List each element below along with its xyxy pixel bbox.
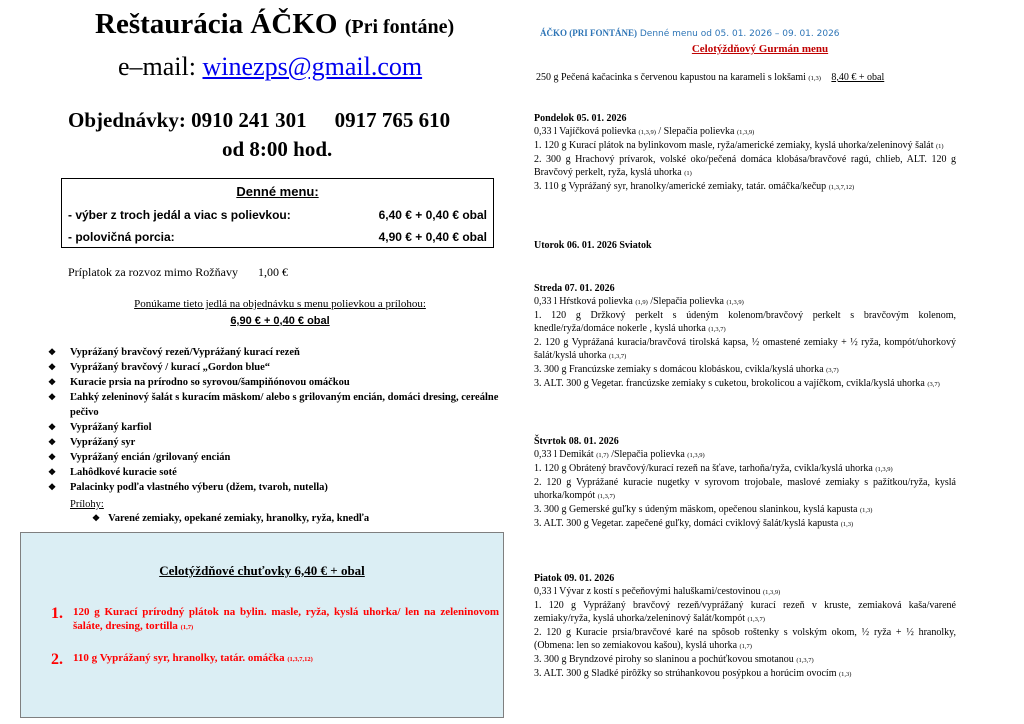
opening-hours: od 8:00 hod. [222,137,333,161]
item-text: 110 g Vyprážaný syr, hranolky, tatár. omáčka [73,652,285,664]
day-tuesday [534,239,956,252]
allergens: (1,7) [180,624,194,631]
dish-list [48,345,503,495]
diamond-bullet-icon: ❖ [48,377,57,387]
diamond-bullet-icon: ❖ [48,362,57,372]
gurman-menu-item [536,72,884,83]
diamond-bullet-icon: ❖ [48,392,57,402]
list-item: ❖ Ľahký zeleninový šalát s kuracím mäskom/ alebo s grilovaným encián, domáci dresing, cereálne pečivo [48,392,499,418]
menu-line: 0,33 l Vajíčková polievka (1,3,9) / Slepačia polievka (1,3,9) [534,126,755,137]
item-number: 1. [51,605,63,622]
day-date: Streda 07. 01. 2026 [534,283,615,294]
delivery-surcharge [68,265,288,280]
item-text: 120 g Kurací prírodný plátok na bylin. masle, ryža, kyslá uhorka/ len na zeleninovom šaláte, dresing, tortilla [73,606,499,632]
list-item: ❖ Lahôdkové kuracie soté [48,467,177,478]
row-label: - polovičná porcia: [68,230,175,244]
menu-line: 3. ALT. 300 g Vegetar. zapečené guľky, domáci cviklový šalát/kyslá kapusta (1,3) [534,518,854,529]
menu-line: 2. 120 g Vyprážané kuracie nugetky v syrovom trojobale, maslové zemiaky s pažítkou/ryža, kyslá uhorka/kompót (1,3,7) [534,477,956,501]
daily-menu-row-half [68,230,487,244]
email-link[interactable]: winezps@gmail.com [202,52,423,81]
menu-line: 2. 120 g Vyprážaná kuracia/bravčová tirolská kapsa, ½ omastené zemiaky + ½ ryža, kompót/uhorkový šalát/kyslá uhorka (1,3,7) [534,337,956,361]
weekly-treat-item [51,605,499,635]
menu-line: 0,33 l Demikát (1,7) /Slepačia polievka (1,3,9) [534,449,705,460]
row-label: - výber z troch jedál a viac s polievkou: [68,208,291,222]
item-price: 8,40 € + obal [831,72,885,83]
menu-line: 1. 120 g Vyprážaný bravčový rezeň/vyprážaný kurací rezeň v kruste, zemiaková kaša/varené zemiaky/ryža, kyslá uhorka/zeleninový šalát/kompót (1,3,7) [534,600,956,624]
phone-1: 0910 241 301 [191,108,307,132]
list-item: ❖ Palacinky podľa vlastného výberu (džem, tvaroh, nutella) [48,482,328,493]
day-thursday [534,435,956,531]
email-line [118,52,422,82]
diamond-bullet-icon: ❖ [48,452,57,462]
diamond-bullet-icon: ❖ [48,482,57,492]
restaurant-title [95,8,454,41]
day-friday [534,572,956,681]
list-item: ❖ Vyprážaný bravčový / kurací „Gordon blue“ [48,362,271,373]
daily-menu-box [61,178,494,248]
menu-line: 0,33 l Hŕstková polievka (1,9) /Slepačia polievka (1,3,9) [534,296,744,307]
menu-line: 3. ALT. 300 g Sladké pirôžky so strúhankovou posýpkou a horúcim ovocím (1,3) [534,668,852,679]
list-item: ❖ Vyprážaný encián /grilovaný encián [48,452,231,463]
weekly-treats-box [20,532,504,718]
menu-line: 2. 120 g Kuracie prsia/bravčové karé na spôsob roštenky s volským okom, ½ ryža + ½ hranolky, (Obmena: len so zemiakovou kašou), kyslá uhorka (1,7) [534,627,956,651]
menu-line: 1. 120 g Obrátený bravčový/kurací rezeň na šťave, tarhoňa/ryža, cvikla/kyslá uhorka (1,3,9) [534,463,893,474]
row-price: 4,90 € + 0,40 € obal [378,230,487,244]
menu-line: 0,33 l Vývar z kostí s pečeňovými haluškami/cestovinou (1,3,9) [534,586,781,597]
day-monday [534,112,956,194]
diamond-bullet-icon: ❖ [48,467,57,477]
diamond-bullet-icon: ❖ [48,437,57,447]
restaurant-subtitle: (Pri fontáne) [344,16,455,38]
menu-line: 3. 300 g Bryndzové pirohy so slaninou a pochúťkovou smotanou (1,3,7) [534,654,814,665]
day-date: Piatok 09. 01. 2026 [534,573,615,584]
day-date: Pondelok 05. 01. 2026 [534,113,627,124]
item-text: 250 g Pečená kačacinka s červenou kapustou na karameli s lokšami [536,72,806,83]
diamond-bullet-icon: ❖ [48,347,57,357]
weekly-treats-title: Celotýždňové chuťovky 6,40 € + obal [159,563,365,578]
daily-menu-row-full [68,208,487,222]
sides-list: ❖ Varené zemiaky, opekané zemiaky, hranolky, ryža, knedľa [92,513,370,524]
diamond-bullet-icon: ❖ [92,513,101,523]
email-label: e–mail: [118,52,196,81]
menu-line: 3. 300 g Gemerské guľky s údeným mäskom, opečenou slaninkou, kyslá kapusta (1,3) [534,504,873,515]
menu-line: 1. 120 g Držkový perkelt s údeným kolenom/bravčový perkelt s bravčovým kolenom, knedle/ryža/domáce nokerle , kyslá uhorka (1,3,7) [534,310,956,334]
gurman-menu-title: Celotýždňový Gurmán menu [691,43,829,55]
order-offer-price: 6,90 € + 0,40 € obal [230,315,330,327]
list-item: ❖ Kuracie prsia na prírodno so syrovou/šampiňónovou omáčkou [48,377,350,388]
orders-label: Objednávky: [68,108,186,132]
menu-line: 1. 120 g Kurací plátok na bylinkovom masle, ryža/americké zemiaky, kyslá uhorka/zeleninový šalát (1) [534,140,944,151]
day-date: Štvrtok 08. 01. 2026 [534,436,619,447]
order-offer-text: Ponúkame tieto jedlá na objednávku s menu polievkou a prílohou: [134,298,426,310]
item-number: 2. [51,651,63,668]
heading-brand: ÁČKO (PRI FONTÁNE) [540,28,637,38]
sides-label: Prílohy: [70,499,104,510]
daily-menu-title: Denné menu: [236,184,319,199]
menu-line: 3. 300 g Francúzske zemiaky s domácou klobáskou, cvikla/kyslá uhorka (3,7) [534,364,839,375]
list-item: ❖ Vyprážaný karfiol [48,422,152,433]
weekly-treat-item [51,651,499,667]
orders-phones [68,108,450,133]
surcharge-label: Príplatok za rozvoz mimo Rožňavy [68,265,238,279]
menu-line: 3. ALT. 300 g Vegetar. francúzske zemiaky s cuketou, brokolicou a vajíčkom, cvikla/kyslá uhorka (3,7) [534,378,940,389]
row-price: 6,40 € + 0,40 € obal [378,208,487,222]
allergens: (1,3) [808,75,821,82]
phone-2: 0917 765 610 [334,108,451,132]
allergens: (1,3,7,12) [287,656,313,663]
day-wednesday [534,282,956,391]
restaurant-name: Reštaurácia ÁČKO [95,8,338,40]
list-item: ❖ Vyprážaný bravčový rezeň/Vyprážaný kurací rezeň [48,347,300,358]
menu-line: 2. 300 g Hrachový prívarok, volské oko/pečená domáca klobása/bravčové ragú, chlieb, ALT. 120 g Bravčový perkelt, ryža, kyslá uhorka (1) [534,154,956,178]
list-item: ❖ Vyprážaný syr [48,437,136,448]
weekly-menu-heading [540,28,980,39]
surcharge-amount: 1,00 € [257,265,288,279]
heading-dates: Denné menu od 05. 01. 2026 – 09. 01. 2026 [639,29,840,39]
day-date: Utorok 06. 01. 2026 Sviatok [534,240,652,251]
diamond-bullet-icon: ❖ [48,422,57,432]
menu-line: 3. 110 g Vyprážaný syr, hranolky/americké zemiaky, tatár. omáčka/kečup (1,3,7,12) [534,181,855,192]
